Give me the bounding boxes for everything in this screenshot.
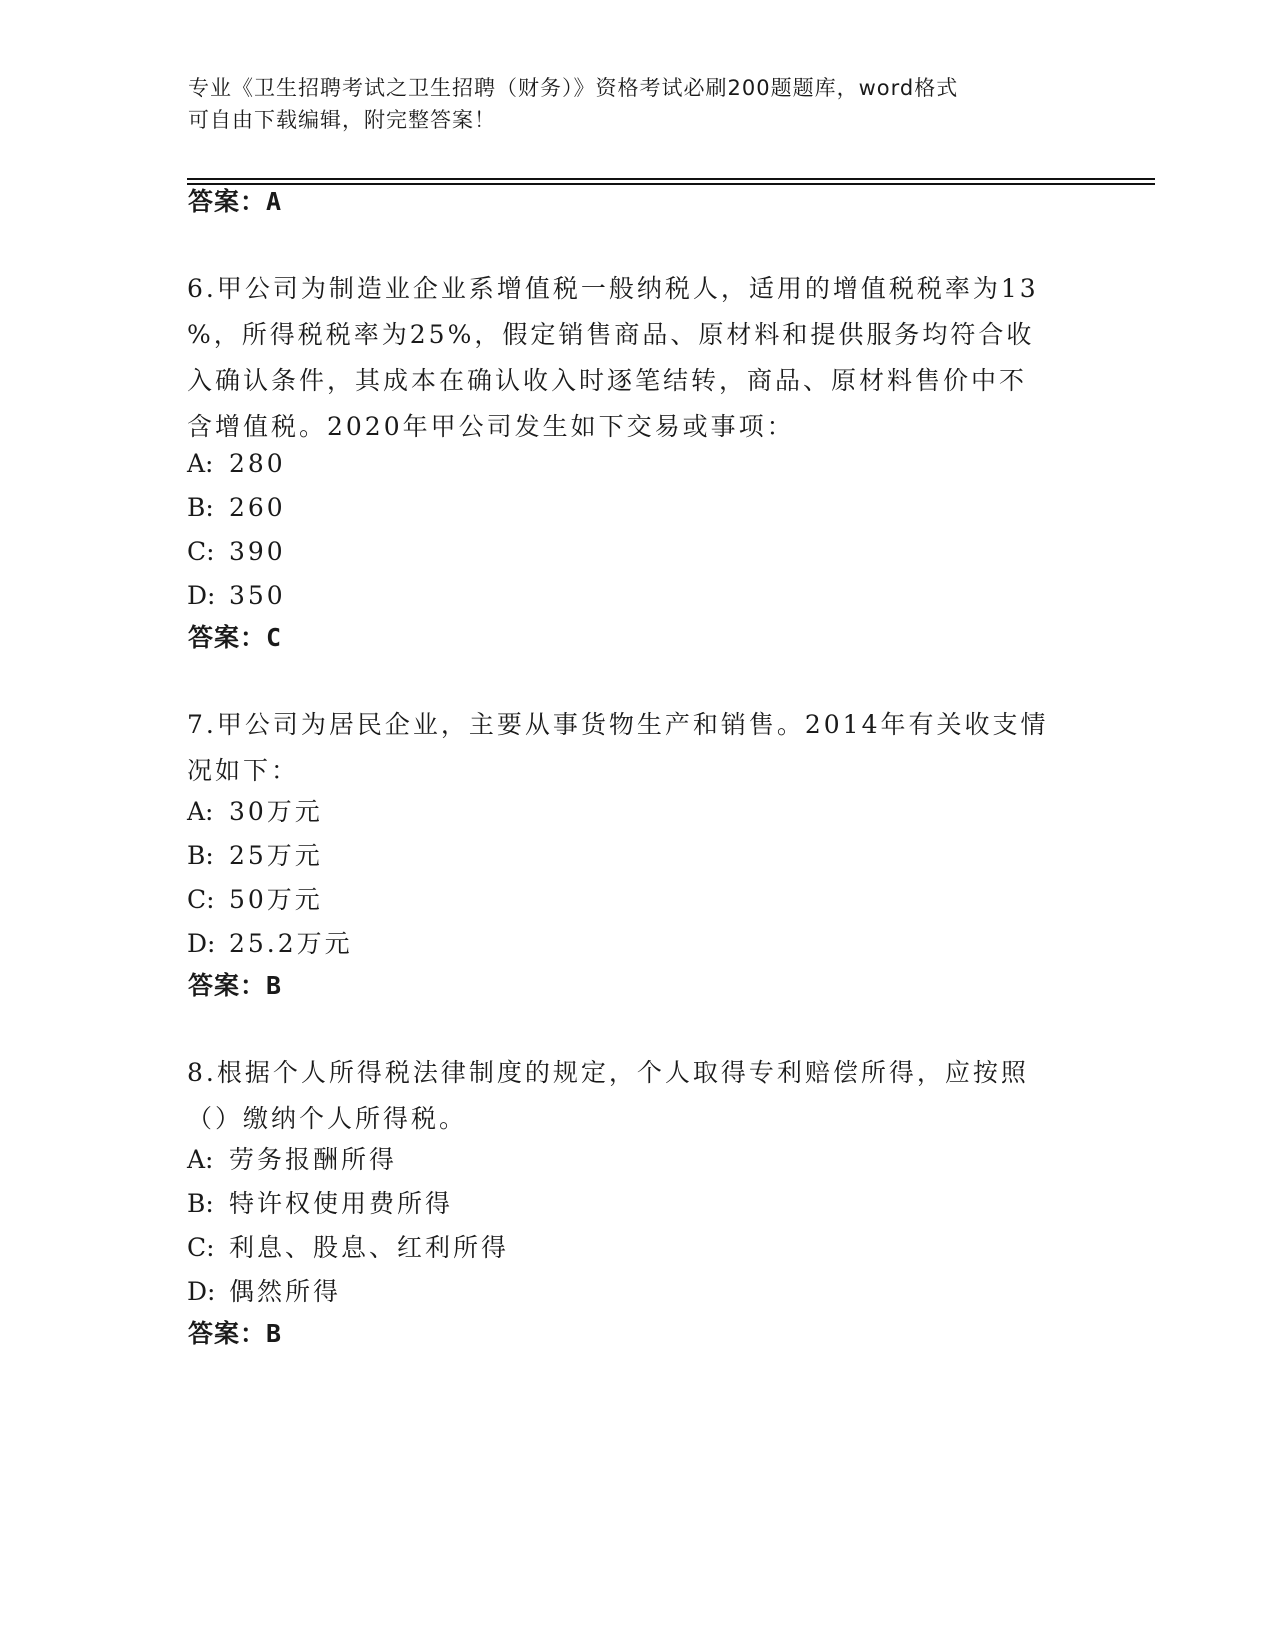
stem-line: 6.甲公司为制造业企业系增值税一般纳税人，适用的增值税税率为13 (187, 274, 1039, 303)
stem-line: 8.根据个人所得税法律制度的规定，个人取得专利赔偿所得，应按照 (187, 1058, 1029, 1087)
option-text: 特许权使用费所得 (229, 1189, 454, 1218)
option-key: D: (187, 581, 216, 610)
question-7-option-d (187, 928, 353, 960)
option-text: 50万元 (229, 885, 323, 914)
option-key: D: (187, 1277, 216, 1306)
previous-answer: 答案：A (188, 187, 283, 216)
option-key: B: (187, 1189, 214, 1218)
stem-line: （）缴纳个人所得税。 (187, 1104, 468, 1133)
question-8-option-d (187, 1276, 341, 1308)
question-6-option-c (187, 536, 286, 568)
stem-line: %，所得税税率为25%，假定销售商品、原材料和提供服务均符合收 (187, 320, 1035, 349)
option-text: 280 (229, 449, 286, 478)
stem-line: 含增值税。2020年甲公司发生如下交易或事项： (187, 412, 795, 441)
question-7-option-b (187, 840, 323, 872)
question-8-option-c (187, 1232, 509, 1264)
stem-line: 况如下： (187, 756, 300, 785)
question-6-option-b (187, 492, 286, 524)
option-key: B: (187, 493, 214, 522)
option-key: C: (187, 537, 215, 566)
option-key: A: (187, 797, 214, 826)
option-text: 利息、股息、红利所得 (229, 1233, 510, 1262)
stem-line: 入确认条件，其成本在确认收入时逐笔结转，商品、原材料售价中不 (187, 366, 1028, 395)
option-key: C: (187, 1233, 215, 1262)
question-8-option-a (187, 1144, 397, 1176)
option-key: B: (187, 841, 214, 870)
option-key: A: (187, 1145, 214, 1174)
document-header (188, 72, 1068, 136)
option-text: 390 (229, 537, 286, 566)
question-8-stem (187, 1050, 1077, 1142)
option-text: 350 (229, 581, 286, 610)
question-6-stem (187, 266, 1077, 450)
header-divider-bottom (187, 183, 1155, 185)
option-text: 25.2万元 (229, 929, 353, 958)
header-line-2: 可自由下载编辑，附完整答案！ (188, 108, 496, 132)
header-divider-top (187, 178, 1155, 180)
question-7-answer: 答案：B (188, 971, 283, 1000)
stem-line: 7.甲公司为居民企业，主要从事货物生产和销售。2014年有关收支情 (187, 710, 1049, 739)
option-text: 30万元 (229, 797, 323, 826)
question-6-option-d (187, 580, 286, 612)
question-6-option-a (187, 448, 286, 480)
question-7-stem (187, 702, 1077, 794)
option-key: A: (187, 449, 214, 478)
header-line-1: 专业《卫生招聘考试之卫生招聘（财务）》资格考试必刷200题题库，word格式 (188, 76, 959, 100)
option-key: C: (187, 885, 215, 914)
question-7-option-c (187, 884, 323, 916)
option-key: D: (187, 929, 216, 958)
question-8-option-b (187, 1188, 453, 1220)
option-text: 偶然所得 (229, 1277, 342, 1306)
option-text: 25万元 (229, 841, 323, 870)
question-7-option-a (187, 796, 323, 828)
question-6-answer: 答案：C (188, 623, 283, 652)
option-text: 260 (229, 493, 286, 522)
option-text: 劳务报酬所得 (229, 1145, 398, 1174)
question-8-answer: 答案：B (188, 1319, 283, 1348)
